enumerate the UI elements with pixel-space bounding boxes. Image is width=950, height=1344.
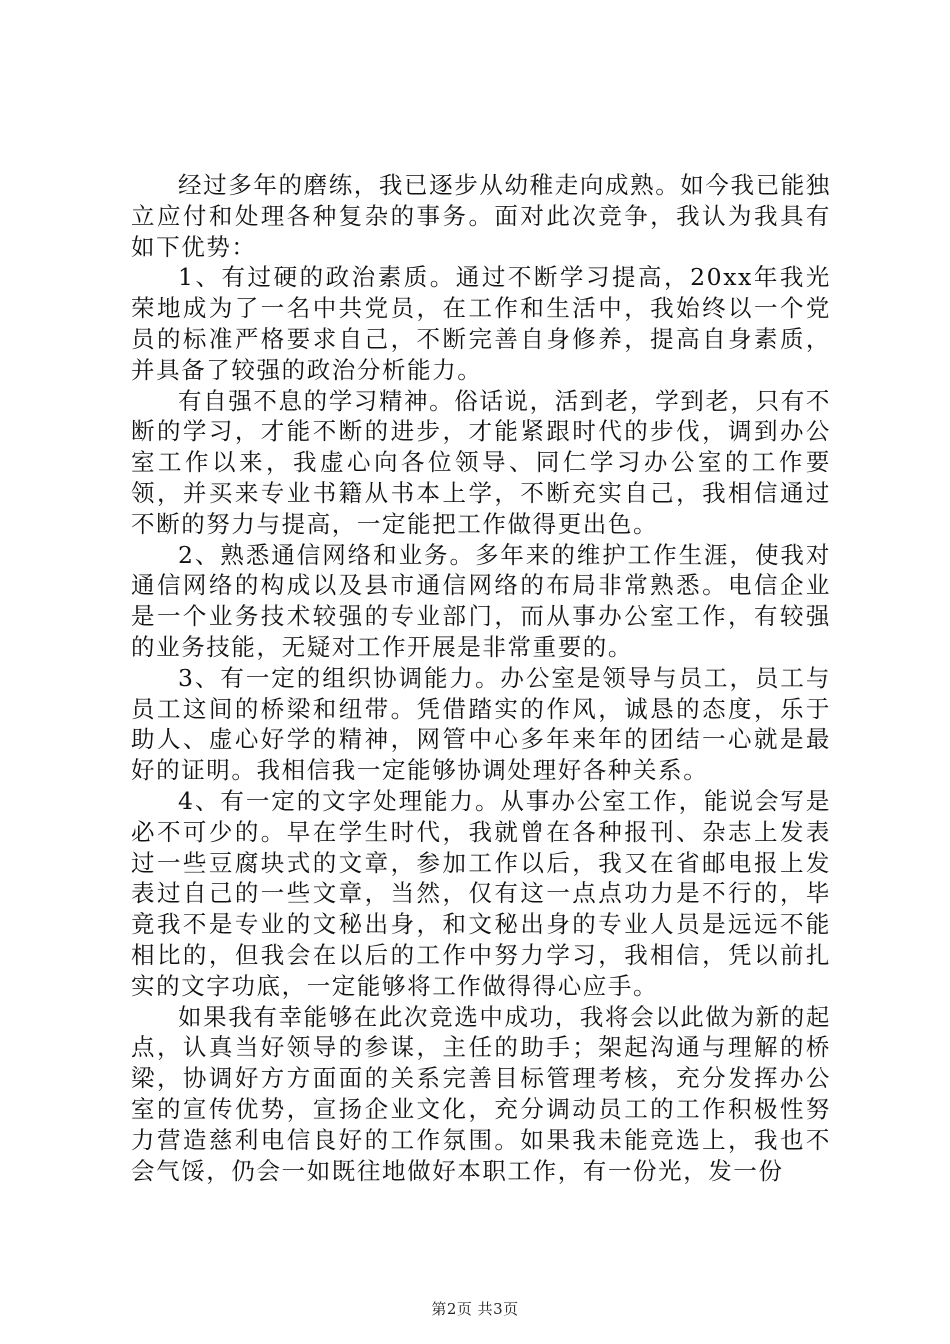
page-number-footer: 第2页 共3页 bbox=[431, 1300, 519, 1318]
paragraph-learning-spirit: 有自强不息的学习精神。俗话说，活到老，学到老，只有不断的学习，才能不断的进步，才能紧跟时代的步伐，调到办公室工作以来，我虚心向各位领导、同仁学习办公室的工作要领，并买来专业书籍从书本上学，不断充实自己，我相信通过不断的努力与提高，一定能把工作做得更出色。 bbox=[131, 386, 831, 538]
document-body bbox=[131, 170, 831, 1186]
paragraph-intro: 经过多年的磨练，我已逐步从幼稚走向成熟。如今我已能独立应付和处理各种复杂的事务。面对此次竞争，我认为我具有如下优势： bbox=[131, 171, 831, 261]
paragraph-conclusion: 如果我有幸能够在此次竞选中成功，我将会以此做为新的起点，认真当好领导的参谋，主任的助手；架起沟通与理解的桥梁，协调好方方面面的关系完善目标管理考核，充分发挥办公室的宣传优势，宣扬企业文化，充分调动员工的工作积极性努力营造慈利电信良好的工作氛围。如果我未能竞选上，我也不会气馁，仍会一如既往地做好本职工作，有一份光，发一份 bbox=[131, 1002, 831, 1185]
paragraph-coordination-ability: 3、有一定的组织协调能力。办公室是领导与员工，员工与员工这间的桥梁和纽带。凭借踏实的作风，诚恳的态度，乐于助人、虚心好学的精神，网管中心多年来年的团结一心就是最好的证明。我相信我一定能够协调处理好各种关系。 bbox=[131, 663, 831, 785]
paragraph-writing-ability: 4、有一定的文字处理能力。从事办公室工作，能说会写是必不可少的。早在学生时代，我就曾在各种报刊、杂志上发表过一些豆腐块式的文章，参加工作以后，我又在省邮电报上发表过自己的一些文章，当然，仅有这一点点功力是不行的，毕竟我不是专业的文秘出身，和文秘出身的专业人员是远远不能相比的，但我会在以后的工作中努力学习，我相信，凭以前扎实的文字功底，一定能够将工作做得得心应手。 bbox=[131, 786, 831, 1000]
paragraph-network-knowledge: 2、熟悉通信网络和业务。多年来的维护工作生涯，使我对通信网络的构成以及县市通信网络的布局非常熟悉。电信企业是一个业务技术较强的专业部门，而从事办公室工作，有较强的业务技能，无疑对工作开展是非常重要的。 bbox=[131, 540, 831, 661]
paragraph-political-quality: 1、有过硬的政治素质。通过不断学习提高，20xx年我光荣地成为了一名中共党员，在工作和生活中，我始终以一个党员的标准严格要求自己，不断完善自身修养，提高自身素质，并具备了较强的政治分析能力。 bbox=[131, 263, 831, 384]
